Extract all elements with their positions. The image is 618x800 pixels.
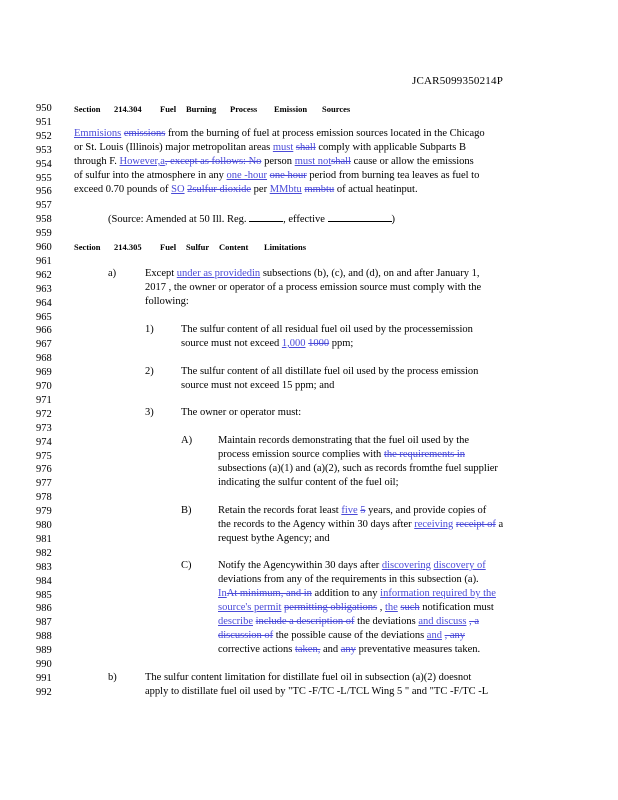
deleted-text: , except as follows: No bbox=[164, 156, 262, 167]
inserted-text: information required by the bbox=[380, 588, 496, 599]
text-line: or St. Louis (Illinois) major metropolitan areas must shall comply with applicable Subparts B bbox=[74, 142, 466, 153]
heading-word: Sources bbox=[322, 104, 351, 114]
line-number: 974 bbox=[36, 436, 52, 448]
section-label: Section bbox=[74, 104, 101, 114]
deleted-text: one hour bbox=[269, 170, 307, 181]
line-number: 980 bbox=[36, 520, 52, 531]
deleted-text: shall bbox=[331, 156, 351, 167]
line-number: 990 bbox=[36, 659, 52, 670]
list-label: 2) bbox=[145, 366, 154, 377]
inserted-text: In bbox=[218, 588, 227, 599]
text-line: Except under as providedin subsections (b), (c), and (d), on and after January 1, bbox=[145, 268, 480, 279]
line-number: 960 bbox=[36, 242, 52, 253]
heading-word: Fuel bbox=[160, 242, 177, 252]
inserted-text: must not bbox=[294, 156, 332, 167]
line-number: 973 bbox=[36, 422, 52, 434]
heading-word: Emission bbox=[274, 104, 308, 114]
heading-word: Sulfur bbox=[186, 242, 210, 252]
deleted-text: 5 bbox=[360, 505, 366, 516]
line-number: 952 bbox=[36, 130, 52, 142]
line-number: 968 bbox=[36, 353, 52, 365]
deleted-text: At minimum, and in bbox=[226, 588, 312, 599]
deleted-text: discussion of bbox=[218, 630, 274, 641]
text-line: Retain the records forat least five 5 years, and provide copies of bbox=[218, 505, 487, 516]
list-label: 1) bbox=[145, 324, 154, 335]
line-number: 978 bbox=[36, 492, 52, 504]
deleted-text: the requirements in bbox=[383, 449, 465, 460]
line-number: 964 bbox=[36, 297, 52, 309]
text-line: apply to distillate fuel oil used by "TC -F/TC -L/TCL Wing 5 " and "TC -F/TC -L bbox=[145, 686, 489, 697]
line-number: 958 bbox=[36, 214, 52, 226]
list-label: a) bbox=[108, 268, 117, 279]
line-number: 976 bbox=[36, 464, 52, 476]
text-line: of sulfur into the atmosphere in any one -hour one hour period from burning tea leaves as fuel to bbox=[74, 170, 480, 181]
document-id: JCAR5099350214P bbox=[412, 75, 504, 87]
text-line: deviations from any of the requirements in this subsection (a). bbox=[218, 574, 479, 585]
line-number: 983 bbox=[36, 561, 52, 573]
text-line: corrective actions taken, and any preventative measures taken. bbox=[218, 644, 481, 655]
deleted-text: taken, bbox=[294, 644, 321, 655]
line-number: 986 bbox=[36, 603, 52, 615]
line-number: 954 bbox=[36, 158, 52, 170]
deleted-text: shall bbox=[295, 142, 316, 153]
text-line: InAt minimum, and in addition to any information required by the bbox=[218, 588, 496, 599]
line-number: 971 bbox=[36, 394, 52, 406]
line-number: 979 bbox=[36, 506, 52, 518]
deleted-text: mmbtu bbox=[304, 184, 335, 195]
heading-word: Limitations bbox=[264, 242, 307, 252]
text-line: describe include a description of the deviations and discuss , a bbox=[218, 616, 479, 627]
line-number: 962 bbox=[36, 269, 52, 281]
heading-word: Content bbox=[219, 242, 249, 252]
line-number: 967 bbox=[36, 339, 52, 351]
line-number: 963 bbox=[36, 283, 52, 295]
line-number: 988 bbox=[36, 631, 52, 643]
inserted-text: However,a bbox=[119, 156, 165, 167]
line-number: 977 bbox=[36, 478, 52, 490]
list-label: b) bbox=[108, 672, 117, 683]
text-line: The sulfur content limitation for distillate fuel oil in subsection (a)(2) doesnot bbox=[145, 672, 472, 683]
text-line: The sulfur content of all distillate fuel oil used by the process emission bbox=[181, 366, 479, 377]
text-line: The sulfur content of all residual fuel oil used by the processemission bbox=[181, 324, 473, 335]
inserted-text: one -hour bbox=[226, 170, 268, 181]
line-number: 966 bbox=[36, 325, 52, 337]
line-number: 984 bbox=[36, 575, 52, 587]
inserted-text: SO bbox=[171, 184, 185, 195]
section-number: 214.304 bbox=[114, 104, 142, 114]
line-number: 950 bbox=[36, 103, 52, 114]
inserted-text: and discuss bbox=[418, 616, 467, 627]
line-number: 959 bbox=[36, 228, 52, 240]
text-line: source must not exceed 1,000 1000 ppm; bbox=[181, 338, 354, 349]
line-number: 992 bbox=[36, 686, 52, 698]
list-label: C) bbox=[181, 560, 192, 571]
section-label: Section bbox=[74, 242, 101, 252]
list-label: 3) bbox=[145, 407, 154, 418]
line-number: 953 bbox=[36, 144, 52, 156]
line-number: 965 bbox=[36, 311, 52, 323]
text-line: discussion of the possible cause of the deviations and , any bbox=[218, 630, 466, 641]
inserted-text: describe bbox=[218, 616, 253, 627]
inserted-text: must bbox=[272, 142, 294, 153]
line-number: 956 bbox=[36, 186, 52, 198]
blank-line bbox=[249, 212, 283, 222]
text-line: process emission source complies with the requirements in bbox=[218, 449, 465, 460]
inserted-text: 1,000 bbox=[281, 338, 306, 349]
text-line: Maintain records demonstrating that the fuel oil used by the bbox=[218, 435, 470, 446]
line-number: 969 bbox=[36, 367, 52, 379]
deleted-text: permitting obligations bbox=[284, 602, 378, 613]
text-line: exceed 0.70 pounds of SO 2sulfur dioxide per MMbtu mmbtu of actual heatinput. bbox=[74, 184, 418, 195]
line-number: 985 bbox=[36, 589, 52, 601]
deleted-text: emissions bbox=[123, 128, 166, 139]
deleted-text: any bbox=[340, 644, 356, 655]
line-number: 975 bbox=[36, 450, 52, 462]
deleted-text: receipt of bbox=[455, 519, 496, 530]
inserted-text: the bbox=[384, 602, 398, 613]
source-note: (Source: Amended at 50 Ill. Reg. , effective ) bbox=[108, 214, 396, 225]
heading-word: Fuel bbox=[160, 104, 177, 114]
blank-line bbox=[328, 212, 392, 222]
text-line: following: bbox=[145, 296, 189, 307]
text-line: subsections (a)(1) and (a)(2), such as records fromthe fuel supplier bbox=[218, 463, 498, 474]
text-line: source's permit permitting obligations , the such notification must bbox=[218, 602, 494, 613]
line-number: 982 bbox=[36, 547, 52, 559]
line-number: 961 bbox=[36, 255, 52, 267]
heading-word: Burning bbox=[186, 104, 217, 114]
list-label: B) bbox=[181, 505, 192, 516]
text-line: indicating the sulfur content of the fuel oil; bbox=[218, 477, 399, 488]
line-number: 991 bbox=[36, 672, 52, 684]
heading-word: Process bbox=[230, 104, 258, 114]
text-line: Emmisions emissions from the burning of fuel at process emission sources located in the Chicago bbox=[74, 128, 485, 139]
line-number: 970 bbox=[36, 381, 52, 392]
text-line: the records to the Agency within 30 days after receiving receipt of a bbox=[218, 519, 504, 530]
inserted-text: discovering bbox=[381, 560, 431, 571]
list-label: A) bbox=[181, 435, 193, 446]
inserted-text: five bbox=[341, 505, 358, 516]
line-number: 989 bbox=[36, 645, 52, 657]
text-line: 2017 , the owner or operator of a process emission source must comply with the bbox=[145, 282, 482, 293]
section-number: 214.305 bbox=[114, 242, 142, 252]
line-number: 955 bbox=[36, 172, 52, 184]
inserted-text: source's permit bbox=[218, 602, 282, 613]
inserted-text: Emmisions bbox=[74, 128, 122, 139]
line-number: 957 bbox=[36, 200, 52, 212]
inserted-text: under as providedin bbox=[176, 268, 261, 279]
text-line: through F. However,a, except as follows: No person must notshall cause or allow the emissions bbox=[74, 156, 474, 167]
text-line: source must not exceed 15 ppm; and bbox=[181, 380, 335, 391]
deleted-text: , a bbox=[469, 616, 479, 627]
inserted-text: and bbox=[426, 630, 442, 641]
inserted-text: receiving bbox=[414, 519, 454, 530]
text-line: The owner or operator must: bbox=[181, 407, 302, 418]
line-number: 972 bbox=[36, 408, 52, 420]
deleted-text: such bbox=[400, 602, 420, 613]
deleted-text: , any bbox=[444, 630, 466, 641]
deleted-text: 1000 bbox=[308, 338, 330, 349]
deleted-text: include a description of bbox=[255, 616, 355, 627]
inserted-text: discovery of bbox=[433, 560, 486, 571]
text-line: Notify the Agencywithin 30 days after discovering discovery of bbox=[218, 560, 486, 571]
deleted-text: 2sulfur dioxide bbox=[187, 184, 252, 195]
text-line: request bythe Agency; and bbox=[218, 533, 330, 544]
line-number: 951 bbox=[36, 116, 52, 128]
inserted-text: MMbtu bbox=[269, 184, 302, 195]
line-number: 987 bbox=[36, 617, 52, 629]
line-number: 981 bbox=[36, 533, 52, 545]
